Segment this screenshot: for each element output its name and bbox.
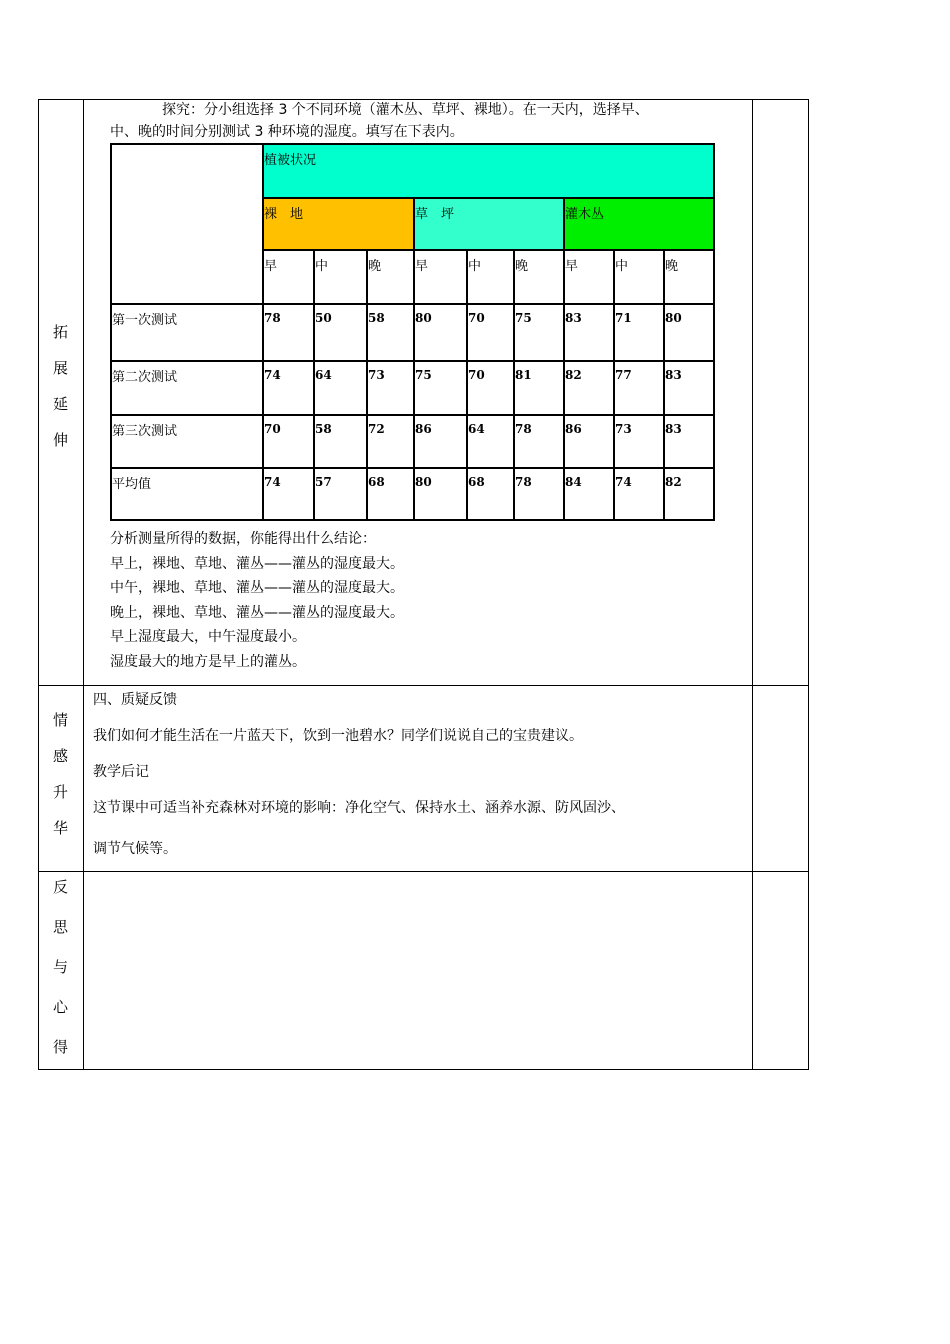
lesson-table: [38, 99, 809, 1070]
postscript-line-1: 这节课中可适当补充森林对环境的影响：净化空气、保持水土、涵养水源、防风固沙、: [93, 800, 625, 816]
cell-value: 78: [514, 415, 564, 468]
cell-value: 75: [514, 304, 564, 361]
cell-value: 83: [664, 415, 714, 468]
group-shrub: 灌木丛: [564, 198, 714, 250]
humidity-table: [110, 143, 715, 521]
cell-value: 80: [414, 304, 467, 361]
cell-value: 68: [367, 468, 414, 520]
cell-value: 80: [414, 468, 467, 520]
time-header: 早: [263, 250, 314, 304]
cell-value: 58: [314, 415, 367, 468]
label-char: 得: [52, 1038, 68, 1056]
time-header: 晚: [664, 250, 714, 304]
cell-value: 86: [564, 415, 614, 468]
border-right: [808, 99, 809, 1070]
inquiry-intro: [110, 99, 750, 143]
border-bottom: [38, 1069, 809, 1070]
table-corner-cell: [111, 144, 263, 304]
section-label-emotion: [38, 709, 83, 853]
conclusion-line: 晚上，裸地、草地、灌丛——灌丛的湿度最大。: [110, 604, 404, 621]
cell-value: 78: [263, 304, 314, 361]
cell-value: 81: [514, 361, 564, 415]
row-label: 第二次测试: [111, 361, 263, 415]
divider-2: [38, 871, 809, 872]
label-char: 思: [52, 918, 68, 936]
cell-value: 57: [314, 468, 367, 520]
cell-value: 70: [467, 304, 514, 361]
cell-value: 82: [564, 361, 614, 415]
notes-divider: [752, 99, 753, 1070]
cell-value: 64: [467, 415, 514, 468]
conclusion-line: 早上，裸地、草地、灌丛——灌丛的湿度最大。: [110, 555, 404, 572]
cell-value: 83: [664, 361, 714, 415]
cell-value: 84: [564, 468, 614, 520]
label-char: 升: [52, 783, 68, 801]
group-lawn: 草 坪: [414, 198, 564, 250]
cell-value: 83: [564, 304, 614, 361]
cell-value: 78: [514, 468, 564, 520]
feedback-heading: 四、质疑反馈: [93, 692, 177, 708]
conclusion-line: 湿度最大的地方是早上的灌丛。: [110, 653, 306, 670]
time-header: 晚: [367, 250, 414, 304]
cell-value: 74: [614, 468, 664, 520]
cell-value: 70: [467, 361, 514, 415]
time-header: 中: [614, 250, 664, 304]
cell-value: 82: [664, 468, 714, 520]
cell-value: 58: [367, 304, 414, 361]
label-char: 延: [52, 395, 68, 413]
cell-value: 71: [614, 304, 664, 361]
divider-1: [38, 685, 809, 686]
row-label: 平均值: [111, 468, 263, 520]
cell-value: 74: [263, 468, 314, 520]
label-divider: [83, 99, 84, 1070]
postscript-line-2: 调节气候等。: [93, 841, 177, 857]
intro-line-1: 探究：分小组选择 3 个不同环境（灌木丛、草坪、裸地）。在一天内，选择早、: [162, 102, 649, 118]
cell-value: 74: [263, 361, 314, 415]
label-char: 情: [52, 711, 68, 729]
conclusions: [110, 527, 404, 674]
time-header: 早: [564, 250, 614, 304]
section-label-reflection: [38, 876, 83, 1076]
cell-value: 75: [414, 361, 467, 415]
label-char: 伸: [52, 431, 68, 449]
table-row: [111, 361, 714, 415]
cell-value: 86: [414, 415, 467, 468]
label-char: 感: [52, 747, 68, 765]
feedback-question: 我们如何才能生活在一片蓝天下，饮到一池碧水？同学们说说自己的宝贵建议。: [93, 728, 583, 744]
group-bare-land: 裸 地: [263, 198, 414, 250]
label-char: 华: [52, 819, 68, 837]
postscript-heading: 教学后记: [93, 764, 149, 780]
vegetation-header: 植被状况: [263, 144, 714, 198]
cell-value: 70: [263, 415, 314, 468]
table-row: [111, 304, 714, 361]
label-char: 与: [52, 958, 68, 976]
conclusion-line: 分析测量所得的数据，你能得出什么结论：: [110, 531, 376, 547]
time-header: 早: [414, 250, 467, 304]
label-char: 反: [52, 878, 68, 896]
cell-value: 64: [314, 361, 367, 415]
intro-line-2: 中、晚的时间分别测试 3 种环境的湿度。填写在下表内。: [110, 124, 464, 140]
label-char: 拓: [52, 323, 68, 341]
label-char: 展: [52, 359, 68, 377]
cell-value: 73: [367, 361, 414, 415]
row-label: 第一次测试: [111, 304, 263, 361]
cell-value: 50: [314, 304, 367, 361]
row-label: 第三次测试: [111, 415, 263, 468]
time-header: 中: [467, 250, 514, 304]
time-header: 晚: [514, 250, 564, 304]
time-header: 中: [314, 250, 367, 304]
conclusion-line: 中午，裸地、草地、灌丛——灌丛的湿度最大。: [110, 580, 404, 596]
cell-value: 80: [664, 304, 714, 361]
cell-value: 68: [467, 468, 514, 520]
cell-value: 72: [367, 415, 414, 468]
cell-value: 73: [614, 415, 664, 468]
section-label-extension: [38, 321, 83, 465]
label-char: 心: [52, 998, 68, 1016]
table-row: [111, 468, 714, 520]
cell-value: 77: [614, 361, 664, 415]
table-row: [111, 415, 714, 468]
conclusion-line: 早上湿度最大，中午湿度最小。: [110, 629, 306, 645]
